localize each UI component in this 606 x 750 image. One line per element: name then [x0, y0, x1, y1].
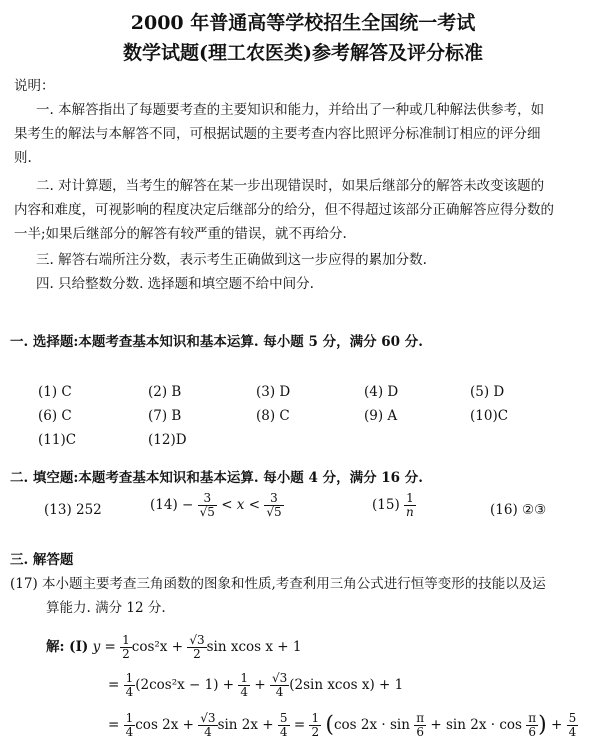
- plus-sign: +: [379, 677, 391, 693]
- equals-sign: =: [293, 717, 306, 733]
- fill-answer-15: [372, 490, 416, 520]
- fraction: $\frac{3}{√5}$: [266, 491, 282, 519]
- fraction: $\frac{1}{4}$: [125, 711, 134, 739]
- term: 1: [394, 677, 404, 693]
- fill-answer-14: [150, 490, 284, 520]
- answer-item: (7) B: [148, 408, 182, 424]
- solution-line-1: [46, 632, 301, 662]
- fraction: $\frac{\pi}{6}$: [528, 711, 537, 739]
- fraction: $\frac{1}{n}$: [406, 491, 414, 519]
- close-paren: ): [538, 712, 547, 738]
- solution-label: 解: (Ⅰ): [46, 639, 89, 655]
- answer-item: (9) A: [364, 408, 398, 424]
- answer-item: (5) D: [470, 384, 505, 400]
- fraction: $\frac{1}{4}$: [125, 671, 134, 699]
- plus-sign: +: [171, 639, 184, 655]
- minus-sign: −: [182, 497, 194, 513]
- q17-intro-a: (17) 本小题主要考查三角函数的图象和性质,考查利用三角公式进行恒等变形的技能以及运: [10, 576, 546, 592]
- answer-item: (8) C: [256, 408, 290, 424]
- fraction: $\frac{3}{√5}$: [199, 491, 215, 519]
- plus-sign: +: [182, 717, 194, 733]
- note-1b: 果考生的解法与本解答不同，可根据试题的主要考查内容比照评分标准制订相应的评分细: [14, 126, 541, 142]
- plus-sign: +: [262, 717, 274, 733]
- fraction: $\frac{√3}{2}$: [189, 633, 205, 661]
- var-y: y: [92, 639, 101, 655]
- answer-item: (4) D: [364, 384, 399, 400]
- answer-item: (2) B: [148, 384, 182, 400]
- note-3: 三. 解答右端所注分数，表示考生正确做到这一步应得的累加分数.: [36, 252, 427, 268]
- answer-item: (10)C: [470, 408, 509, 424]
- term: + sin 2x · cos: [430, 717, 522, 733]
- inequality-middle: < x <: [221, 497, 261, 513]
- section-2-heading: 二. 填空题:本题考查基本知识和基本运算. 每小题 4 分，满分 16 分.: [10, 470, 423, 486]
- open-paren: (: [325, 712, 334, 738]
- answer-item: (11)C: [38, 432, 77, 448]
- term: (2sin xcos x): [289, 677, 375, 693]
- plus-sign: +: [222, 677, 235, 693]
- term: cos²x: [131, 639, 168, 655]
- note-2a: 二. 对计算题，当考生的解答在某一步出现错误时，如果后继部分的解答未改变该题的: [36, 178, 545, 194]
- fraction: $\frac{√3}{4}$: [200, 711, 216, 739]
- section-1-heading: 一. 选择题:本题考查基本知识和基本运算. 每小题 5 分，满分 60 分.: [10, 334, 423, 350]
- term: sin xcos x: [206, 639, 273, 655]
- equals-sign: =: [104, 639, 116, 655]
- answer-14-label: (14): [150, 497, 178, 513]
- solution-line-2: [108, 670, 403, 700]
- section-3-heading: 三. 解答题: [10, 552, 74, 568]
- q17-intro-b: 算能力. 满分 12 分.: [46, 600, 166, 616]
- fraction: $\frac{√3}{4}$: [271, 671, 288, 699]
- plus-sign: +: [254, 677, 266, 693]
- term: cos 2x: [135, 717, 179, 733]
- fill-answer-13: (13) 252: [44, 502, 102, 518]
- note-4: 四. 只给整数分数. 选择题和填空题不给中间分.: [36, 276, 314, 292]
- fraction: $\frac{\pi}{6}$: [416, 711, 425, 739]
- answer-item: (12)D: [148, 432, 187, 448]
- term: (2cos²x − 1): [135, 677, 219, 693]
- term: cos 2x · sin: [333, 717, 410, 733]
- note-1c: 则.: [14, 150, 32, 166]
- answer-15-label: (15): [372, 497, 400, 513]
- term: + 1: [277, 639, 302, 655]
- note-1a: 一. 本解答指出了每题要考查的主要知识和能力，并给出了一种或几种解法供参考，如: [36, 102, 545, 118]
- notes-label: 说明：: [14, 78, 55, 94]
- title-line-1: 2000 年普通高等学校招生全国统一考试: [130, 12, 476, 34]
- fraction: $\frac{1}{4}$: [240, 671, 249, 699]
- term: sin 2x: [217, 717, 258, 733]
- fill-answer-16: (16) ②③: [490, 502, 547, 518]
- answer-item: (3) D: [256, 384, 291, 400]
- equals-sign: =: [108, 677, 120, 693]
- answer-item: (6) C: [38, 408, 72, 424]
- note-2c: 一半;如果后继部分的解答有较严重的错误，就不再给分.: [14, 226, 347, 242]
- fraction: $\frac{5}{4}$: [279, 711, 288, 739]
- fraction: $\frac{1}{2}$: [311, 711, 320, 739]
- fraction: $\frac{1}{2}$: [122, 633, 130, 661]
- equals-sign: =: [108, 717, 120, 733]
- fraction: $\frac{5}{4}$: [568, 711, 577, 739]
- answer-item: (1) C: [38, 384, 72, 400]
- solution-line-3: [108, 710, 578, 741]
- note-2b: 内容和难度，可视影响的程度决定后继部分的给分，但不得超过该部分正确解答应得分数的: [14, 202, 554, 218]
- title-line-2: 数学试题(理工农医类)参考解答及评分标准: [123, 42, 483, 64]
- plus-sign: +: [551, 717, 563, 733]
